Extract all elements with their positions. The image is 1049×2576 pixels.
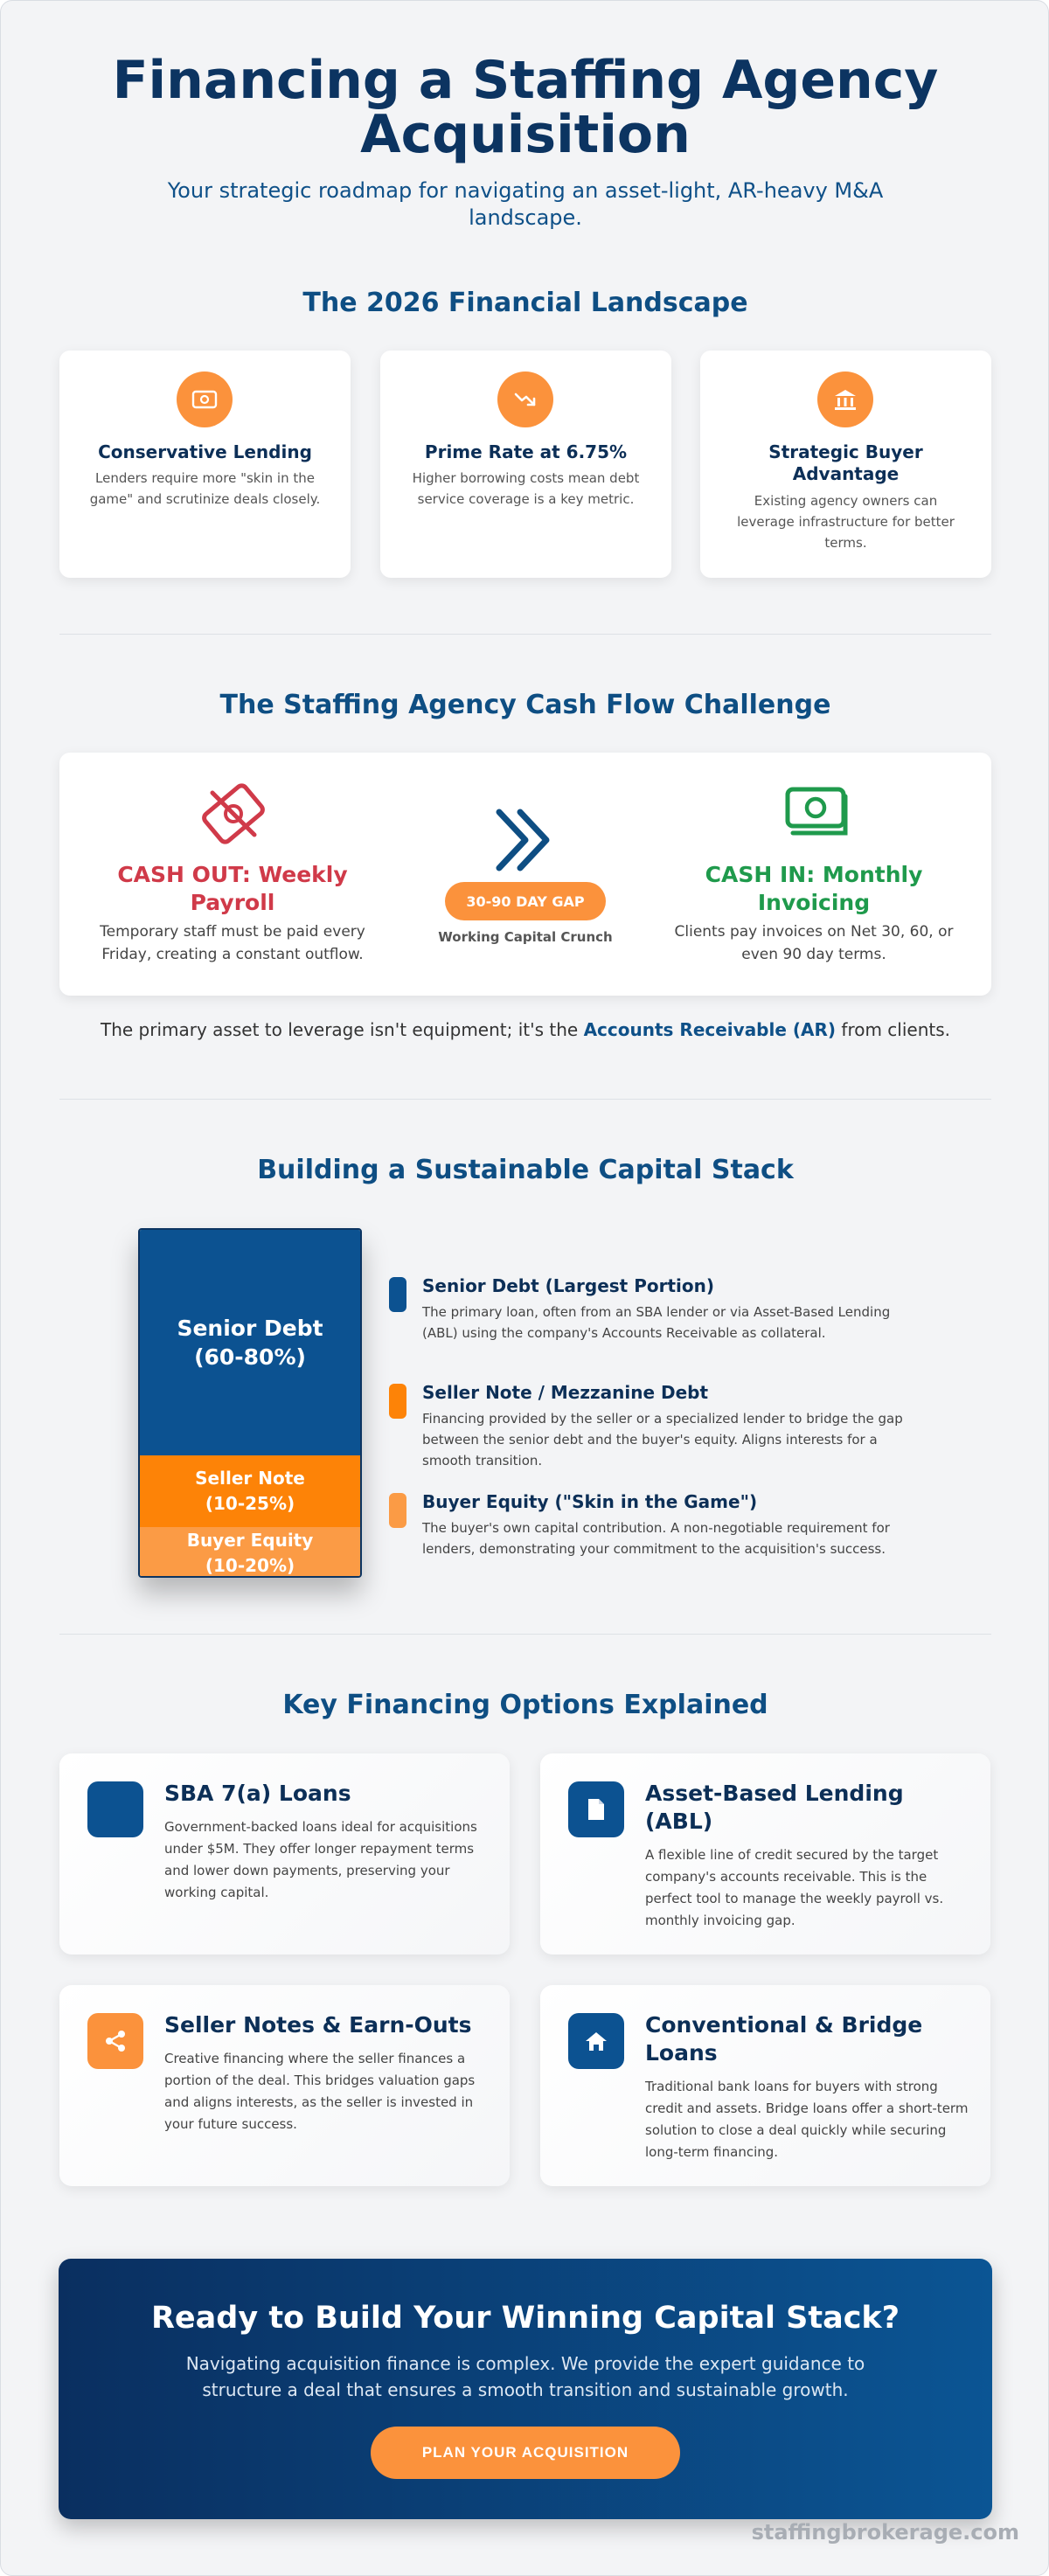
- legend-title: Senior Debt (Largest Portion): [422, 1275, 714, 1296]
- section-divider: [59, 1099, 991, 1100]
- option-title: Seller Notes & Earn-Outs: [164, 2012, 472, 2038]
- option-card-seller-notes: [59, 1985, 510, 2186]
- legend-title: Buyer Equity ("Skin in the Game"): [422, 1491, 758, 1512]
- legend-desc: The buyer's own capital contribution. A non-negotiable requirement for lenders, demonstrating your commitment to the acquisition's success.: [422, 1520, 890, 1557]
- option-desc: Government-backed loans ideal for acquisitions under $5M. They offer longer repayment terms and lower down payments, preserving your working capital.: [164, 1819, 477, 1900]
- cash-in-block: [665, 861, 962, 966]
- stack-segment-label: Buyer Equity: [186, 1530, 314, 1551]
- cash-in-desc: Clients pay invoices on Net 30, 60, or even 90 day terms.: [674, 923, 954, 963]
- option-card-sba: [59, 1753, 510, 1955]
- ar-note-text-end: from clients.: [836, 1019, 951, 1040]
- cashflow-heading: The Staffing Agency Cash Flow Challenge: [219, 690, 831, 720]
- cta-banner: [59, 2259, 992, 2519]
- ar-note-text: The primary asset to leverage isn't equipment; it's the: [100, 1019, 584, 1040]
- gap-caption: Working Capital Crunch: [438, 929, 613, 945]
- options-heading: Key Financing Options Explained: [282, 1690, 768, 1720]
- page-title: Financing a Staffing Agency Acquisition: [112, 50, 939, 165]
- legend-title: Seller Note / Mezzanine Debt: [422, 1382, 709, 1403]
- cta-text: Navigating acquisition finance is complex. We provide the expert guidance to structure a deal that ensures a smooth transition and sustainable growth.: [185, 2353, 865, 2400]
- sba-icon: [87, 1781, 143, 1837]
- landscape-card-title: Prime Rate at 6.75%: [424, 441, 628, 462]
- document-icon: [568, 1781, 624, 1837]
- legend-desc: The primary loan, often from an SBA lender or via Asset-Based Lending (ABL) using the company's Accounts Receivable as collateral.: [422, 1304, 891, 1341]
- landscape-card-desc: Higher borrowing costs mean debt service coverage is a key metric.: [412, 470, 640, 507]
- stack-heading: Building a Sustainable Capital Stack: [257, 1155, 794, 1185]
- stack-segment-range: (60-80%): [194, 1344, 306, 1370]
- cash-out-icon: [197, 777, 270, 851]
- option-desc: Creative financing where the seller finances a portion of the deal. This bridges valuation gaps and aligns interests, as the seller is invested in your future success.: [164, 2051, 476, 2132]
- page-subtitle: Your strategic roadmap for navigating an asset-light, AR-heavy M&A landscape.: [167, 178, 884, 230]
- option-card-abl: [540, 1753, 990, 1955]
- cash-in-title: CASH IN: Monthly Invoicing: [705, 862, 923, 915]
- stack-segment-label: Seller Note: [195, 1468, 305, 1489]
- stack-segment-seller-note: [140, 1455, 360, 1527]
- option-desc: A flexible line of credit secured by the target company's accounts receivable. This is the perfect tool to manage the weekly payroll vs. monthly invoicing gap.: [645, 1847, 944, 1928]
- ar-note-highlight: Accounts Receivable (AR): [583, 1019, 837, 1040]
- option-card-conventional: [540, 1985, 990, 2186]
- legend-desc: Financing provided by the seller or a specialized lender to bridge the gap between the senior debt and the buyer's equity. Aligns interests for a smooth transition.: [422, 1411, 903, 1469]
- stack-segment-range: (10-25%): [205, 1493, 295, 1514]
- landscape-card-title: Conservative Lending: [98, 441, 312, 462]
- legend-swatch: [389, 1493, 406, 1528]
- section-divider: [59, 1634, 991, 1635]
- cash-in-icon: [784, 784, 851, 840]
- stack-segment-senior-debt: [140, 1230, 360, 1455]
- cash-out-block: [88, 861, 377, 966]
- cash-out-desc: Temporary staff must be paid every Friday, creating a constant outflow.: [100, 923, 365, 963]
- option-title: Conventional & Bridge Loans: [645, 2012, 923, 2066]
- landscape-card-prime-rate: [380, 351, 671, 578]
- gap-badge: 30-90 DAY GAP: [445, 882, 606, 920]
- stack-segment-label: Senior Debt: [177, 1316, 323, 1341]
- legend-swatch: [389, 1277, 406, 1312]
- option-title: Asset-Based Lending (ABL): [645, 1781, 904, 1834]
- home-icon: [568, 2013, 624, 2069]
- trend-down-icon: [497, 371, 553, 427]
- landscape-heading: The 2026 Financial Landscape: [302, 288, 748, 318]
- cta-title: Ready to Build Your Winning Capital Stack?: [150, 2301, 900, 2336]
- option-desc: Traditional bank loans for buyers with strong credit and assets. Bridge loans offer a short-term solution to close a deal quickly while securing long-term financing.: [645, 2079, 969, 2160]
- stack-segment-buyer-equity: [140, 1527, 360, 1578]
- ar-note: [53, 1019, 997, 1040]
- legend-swatch: [389, 1384, 406, 1419]
- chevron-right-icon: [490, 805, 560, 875]
- bank-icon: [817, 371, 873, 427]
- share-icon: [87, 2013, 143, 2069]
- stack-segment-range: (10-20%): [205, 1555, 295, 1576]
- section-divider: [59, 634, 991, 635]
- landscape-card-strategic-buyer: [700, 351, 991, 578]
- capital-stack-bar: [138, 1228, 362, 1578]
- option-title: SBA 7(a) Loans: [164, 1781, 351, 1806]
- landscape-card-title: Strategic Buyer Advantage: [768, 441, 923, 484]
- landscape-card-lending: [59, 351, 351, 578]
- cash-out-title: CASH OUT: Weekly Payroll: [117, 862, 348, 915]
- footer-brand: staffingbrokerage.com: [751, 2520, 1019, 2545]
- money-bill-icon: [177, 371, 233, 427]
- plan-acquisition-button[interactable]: PLAN YOUR ACQUISITION: [371, 2427, 680, 2479]
- landscape-card-desc: Existing agency owners can leverage infrastructure for better terms.: [737, 493, 955, 551]
- landscape-card-desc: Lenders require more "skin in the game" and scrutinize deals closely.: [89, 470, 321, 507]
